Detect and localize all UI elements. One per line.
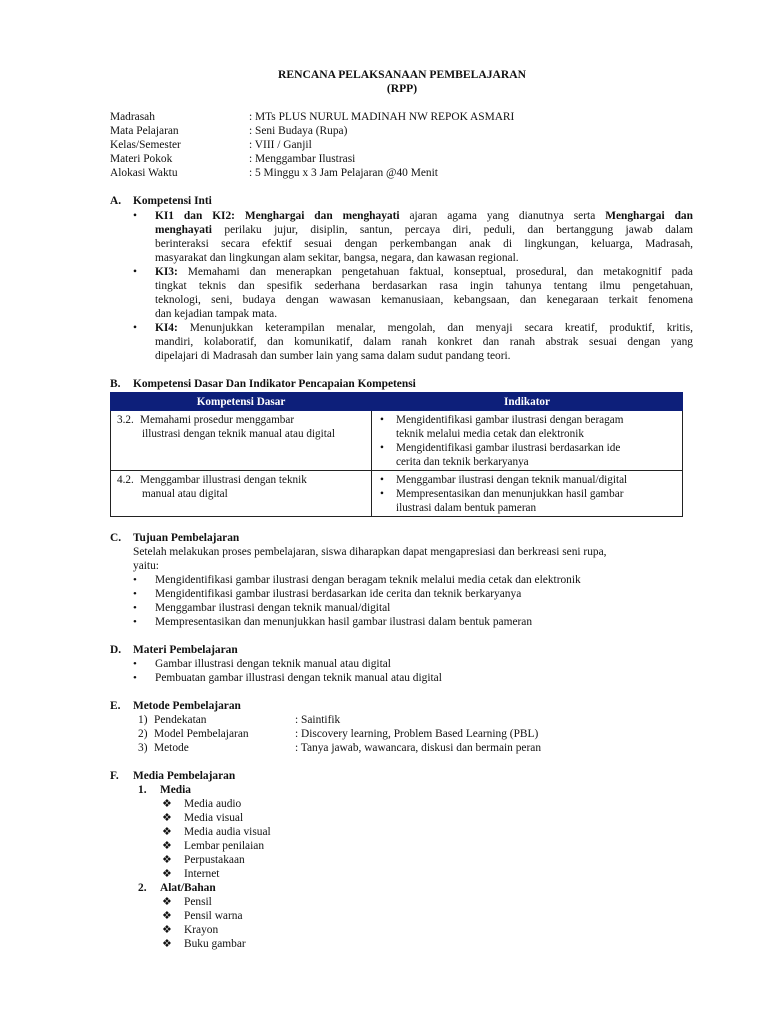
- kd-text-line1: Menggambar illustrasi dengan teknik: [140, 474, 307, 486]
- metode-key: Metode: [154, 742, 189, 754]
- info-key: Materi Pokok: [110, 153, 173, 165]
- media-subheading: Media: [160, 784, 192, 796]
- ki4-label: KI4:: [155, 322, 178, 334]
- ki12-bold2: Menghargai dan: [605, 210, 693, 222]
- metode-num: 3): [138, 742, 148, 754]
- list-item: [162, 853, 245, 867]
- bullet-icon: •: [380, 442, 384, 454]
- section-title: Metode Pembelajaran: [133, 700, 241, 712]
- bullet-icon: •: [380, 488, 384, 500]
- bullet-icon: •: [133, 616, 137, 628]
- list-item-text: Perpustakaan: [184, 854, 245, 866]
- section-f-heading: [110, 769, 235, 783]
- list-item: [133, 615, 533, 629]
- diamond-bullet-icon: ❖: [162, 896, 172, 908]
- metode-value: : Discovery learning, Problem Based Learning (PBL): [295, 728, 539, 740]
- metode-key: Pendekatan: [154, 714, 207, 726]
- section-title: Kompetensi Dasar Dan Indikator Pencapaian Kompetensi: [133, 378, 416, 390]
- bullet-icon: •: [133, 266, 137, 278]
- kd-cell: [111, 411, 372, 471]
- list-item: [162, 811, 244, 825]
- list-item-text: Media audia visual: [184, 826, 271, 838]
- list-item: [133, 657, 391, 671]
- alat-subheading: Alat/Bahan: [160, 882, 216, 894]
- ki4-line3: dipelajari di Madrasah dan sumber lain yang sama dalam sudut pandang teori.: [155, 350, 511, 362]
- ki3-line4: dan kejadian tampak mata.: [155, 308, 278, 320]
- indicator-cell: [372, 411, 683, 471]
- list-item: [162, 895, 212, 909]
- indicator-text: Menggambar ilustrasi dengan teknik manual/digital: [396, 474, 628, 486]
- indicator-text: Mengidentifikasi gambar ilustrasi dengan beragam: [396, 414, 624, 426]
- list-item: [133, 587, 522, 601]
- indicator-item: [376, 441, 678, 469]
- metode-value: : Saintifik: [295, 714, 341, 726]
- diamond-bullet-icon: ❖: [162, 868, 172, 880]
- diamond-bullet-icon: ❖: [162, 798, 172, 810]
- bullet-icon: •: [133, 672, 137, 684]
- media-number: 1.: [138, 784, 147, 796]
- section-c-heading: [110, 531, 239, 545]
- section-letter: B.: [110, 378, 121, 390]
- ki12-bold1: Menghargai dan menghayati: [244, 210, 400, 222]
- info-value: : VIII / Ganjil: [249, 139, 312, 151]
- ki12-line: [155, 223, 693, 237]
- ki12-paragraph: [133, 209, 693, 265]
- ki12-label: KI1 dan KI2:: [155, 210, 235, 222]
- bullet-icon: •: [380, 414, 384, 426]
- bullet-icon: •: [133, 322, 137, 334]
- ki3-line3: teknologi, seni, budaya dengan wawasan kemanusiaan, kebangsaan, dan kenegaraan terkait fenomena: [155, 294, 693, 306]
- ki12-line4: masyarakat dan lingkungan alam sekitar, bangsa, negara, dan kawasan regional.: [155, 252, 519, 264]
- info-key: Alokasi Waktu: [110, 167, 178, 179]
- list-item: [162, 825, 271, 839]
- section-letter: D.: [110, 644, 122, 656]
- kd-cell: [111, 471, 372, 517]
- ki12-line: [155, 209, 693, 223]
- table-header-row: [111, 393, 683, 411]
- metode-num: 2): [138, 728, 148, 740]
- bullet-icon: •: [133, 658, 137, 670]
- diamond-bullet-icon: ❖: [162, 854, 172, 866]
- list-item: [133, 573, 581, 587]
- list-item: [162, 839, 265, 853]
- indicator-text: cerita dan teknik berkaryanya: [396, 456, 529, 468]
- info-value: : MTs PLUS NURUL MADINAH NW REPOK ASMARI: [249, 111, 515, 123]
- metode-num: 1): [138, 714, 148, 726]
- list-item-text: Media audio: [184, 798, 242, 810]
- ki12-text2: perilaku jujur, disiplin, santun, percaya diri, peduli, dan bertanggung jawab dalam: [224, 224, 693, 236]
- ki12-line3: berinteraksi secara efektif sesuai dengan perkembangan anak di lingkungan, keluarga, Madrasah,: [155, 238, 693, 250]
- indicator-text: teknik melalui media cetak dan elektronik: [396, 428, 584, 440]
- section-title: Media Pembelajaran: [133, 770, 236, 782]
- info-row-mata-pelajaran: [110, 124, 710, 138]
- info-value: : Menggambar Ilustrasi: [249, 153, 356, 165]
- table-row: [111, 471, 683, 517]
- ki12-text1: ajaran agama yang dianutnya serta: [409, 210, 596, 222]
- info-row-materi-pokok: [110, 152, 710, 166]
- table-row: [111, 411, 683, 471]
- list-item-text: Mengidentifikasi gambar ilustrasi berdasarkan ide cerita dan teknik berkaryanya: [155, 588, 522, 600]
- section-letter: F.: [110, 770, 119, 782]
- diamond-bullet-icon: ❖: [162, 826, 172, 838]
- list-item-text: Mempresentasikan dan menunjukkan hasil gambar ilustrasi dalam bentuk pameran: [155, 616, 533, 628]
- header-indikator: Indikator: [372, 393, 683, 411]
- alat-number: 2.: [138, 882, 147, 894]
- indicator-item: [376, 473, 678, 487]
- metode-value: : Tanya jawab, wawancara, diskusi dan bermain peran: [295, 742, 542, 754]
- kd-number: 4.2.: [117, 474, 134, 486]
- ki12-bold3: menghayati: [155, 224, 212, 236]
- ki3-line2: tingkat teknis dan spesifik sederhana berdasarkan rasa ingin tahunya tentang ilmu pengetahuan,: [155, 280, 693, 292]
- ki4-line: [155, 321, 693, 335]
- section-letter: C.: [110, 532, 122, 544]
- list-item: [162, 797, 242, 811]
- indicator-item: [376, 487, 678, 515]
- list-item: [133, 601, 391, 615]
- info-value: : 5 Minggu x 3 Jam Pelajaran @40 Menit: [249, 167, 438, 179]
- diamond-bullet-icon: ❖: [162, 910, 172, 922]
- section-title: Materi Pembelajaran: [133, 644, 238, 656]
- info-key: Kelas/Semester: [110, 139, 181, 151]
- ki3-label: KI3:: [155, 266, 178, 278]
- list-item: [162, 923, 219, 937]
- document-subtitle: (RPP): [386, 82, 418, 95]
- list-item-text: Media visual: [184, 812, 244, 824]
- kd-number: 3.2.: [117, 414, 134, 426]
- tujuan-intro-line2: yaitu:: [133, 560, 159, 572]
- indicator-cell: [372, 471, 683, 517]
- header-kompetensi-dasar: Kompetensi Dasar: [111, 393, 372, 411]
- ki4-text1: Menunjukkan keterampilan menalar, mengolah, dan menyaji secara kreatif, produktif, kritis,: [189, 322, 693, 334]
- identity-block: [110, 110, 710, 180]
- list-item-text: Menggambar ilustrasi dengan teknik manual/digital: [155, 602, 391, 614]
- indicator-item: [376, 413, 678, 441]
- list-item-text: Internet: [184, 868, 220, 880]
- list-item: [133, 671, 442, 685]
- ki4-line2: mandiri, kolaboratif, dan komunikatif, dalam ranah konkret dan ranah abstrak sesuai dengan yang: [155, 336, 693, 348]
- section-title: Kompetensi Inti: [133, 195, 212, 207]
- section-a-heading: [110, 194, 212, 208]
- tujuan-intro-line1: Setelah melakukan proses pembelajaran, siswa diharapkan dapat mengapresiasi dan berkreasi seni rupa,: [133, 546, 607, 558]
- list-item: [162, 937, 246, 951]
- list-item-text: Pensil warna: [184, 910, 243, 922]
- info-row-kelas-semester: [110, 138, 710, 152]
- section-title: Tujuan Pembelajaran: [133, 532, 240, 544]
- bullet-icon: •: [133, 588, 137, 600]
- diamond-bullet-icon: ❖: [162, 938, 172, 950]
- diamond-bullet-icon: ❖: [162, 840, 172, 852]
- list-item-text: Krayon: [184, 924, 219, 936]
- bullet-icon: •: [133, 574, 137, 586]
- diamond-bullet-icon: ❖: [162, 924, 172, 936]
- section-letter: E.: [110, 700, 121, 712]
- section-b-heading: [110, 377, 416, 391]
- ki3-line: [155, 265, 693, 279]
- kd-indicator-table: [110, 392, 683, 517]
- diamond-bullet-icon: ❖: [162, 812, 172, 824]
- info-value: : Seni Budaya (Rupa): [249, 125, 348, 137]
- info-row-alokasi-waktu: [110, 166, 710, 180]
- bullet-icon: •: [133, 210, 137, 222]
- section-d-heading: [110, 643, 238, 657]
- list-item-text: Mengidentifikasi gambar ilustrasi dengan beragam teknik melalui media cetak dan elektronik: [155, 574, 581, 586]
- info-row-madrasah: [110, 110, 710, 124]
- bullet-icon: •: [133, 602, 137, 614]
- list-item: [162, 909, 243, 923]
- kd-text-line2: illustrasi dengan teknik manual atau digital: [142, 428, 335, 440]
- info-key: Mata Pelajaran: [110, 125, 179, 137]
- ki3-text1: Memahami dan menerapkan pengetahuan faktual, konseptual, prosedural, dan metakognitif pada: [187, 266, 693, 278]
- bullet-icon: •: [380, 474, 384, 486]
- metode-key: Model Pembelajaran: [154, 728, 249, 740]
- ki4-paragraph: [133, 321, 693, 363]
- list-item-text: Gambar illustrasi dengan teknik manual atau digital: [155, 658, 391, 670]
- list-item-text: Lembar penilaian: [184, 840, 265, 852]
- kd-text-line1: Memahami prosedur menggambar: [140, 414, 295, 426]
- list-item-text: Buku gambar: [184, 938, 246, 950]
- list-item-text: Pensil: [184, 896, 212, 908]
- indicator-text: Mengidentifikasi gambar ilustrasi berdasarkan ide: [396, 442, 621, 454]
- document-title: RENCANA PELAKSANAAN PEMBELAJARAN: [278, 68, 526, 81]
- ki3-paragraph: [133, 265, 693, 321]
- indicator-text: Mempresentasikan dan menunjukkan hasil gambar: [396, 488, 624, 500]
- section-letter: A.: [110, 195, 122, 207]
- indicator-text: ilustrasi dalam bentuk pameran: [396, 502, 537, 514]
- kd-text-line2: manual atau digital: [142, 488, 228, 500]
- list-item: [162, 867, 220, 881]
- info-key: Madrasah: [110, 111, 155, 123]
- list-item-text: Pembuatan gambar illustrasi dengan teknik manual atau digital: [155, 672, 442, 684]
- section-e-heading: [110, 699, 241, 713]
